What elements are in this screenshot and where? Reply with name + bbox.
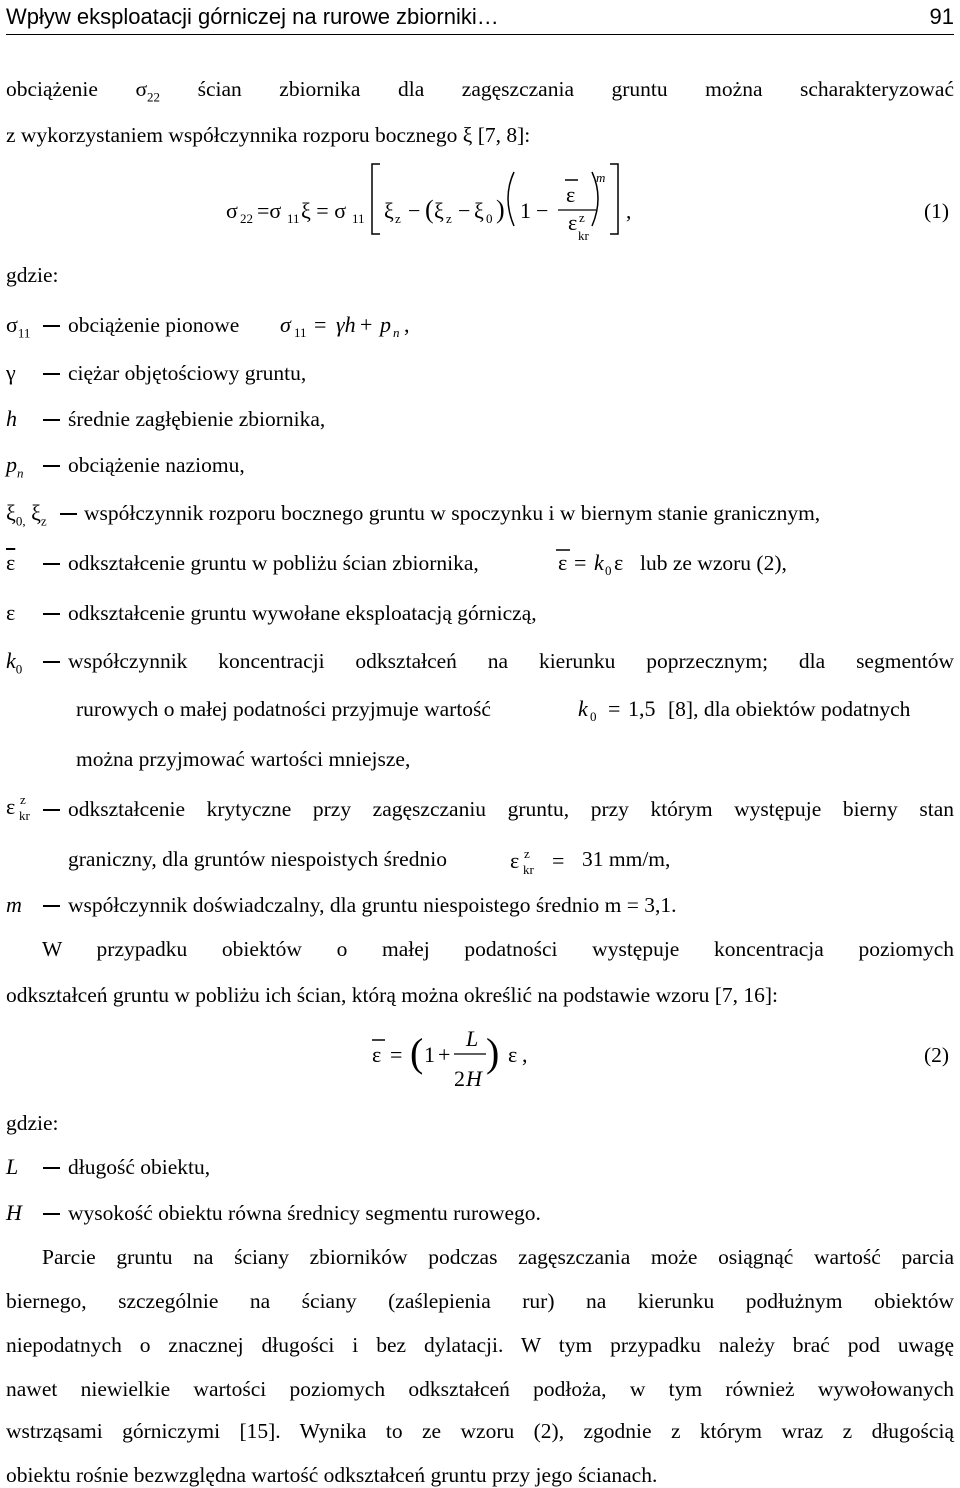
- L-symbol: L: [6, 1154, 19, 1179]
- svg-text:H: H: [466, 1066, 482, 1091]
- intro-line-2: z wykorzystaniem współczynnika rozporu bocznego ξ [7, 8]:: [6, 123, 531, 147]
- definition-dash: [43, 325, 60, 327]
- k0-definition-line-1: współczynnik koncentracji odkształceń na kierunku poprzecznym; dla segmentów: [68, 649, 954, 673]
- svg-text:p: p: [380, 312, 391, 337]
- svg-text:kr: kr: [523, 862, 534, 877]
- svg-text:z: z: [579, 210, 585, 225]
- epsilon-bar-tail: lub ze wzoru (2),: [640, 551, 787, 575]
- epsilon-kr-definition-line-2b: 31 mm/m,: [582, 847, 671, 871]
- svg-text:ε: ε: [372, 1042, 382, 1067]
- paragraph-2-line-1: Parcie gruntu na ściany zbiorników podczas zagęszczania może osiągnąć wartość parcia: [42, 1245, 954, 1269]
- svg-text:ε: ε: [508, 1042, 518, 1067]
- svg-text:γh: γh: [336, 312, 356, 337]
- epsilon-kr-definition-line-2a: graniczny, dla gruntów niespoistych średnio: [68, 847, 447, 871]
- definition-dash: [60, 513, 77, 515]
- svg-text:−: −: [408, 198, 421, 223]
- svg-text:=: =: [608, 696, 621, 721]
- equation-2-label: (2): [924, 1043, 950, 1067]
- svg-text:z: z: [446, 211, 452, 226]
- svg-text:+: +: [360, 312, 373, 337]
- definition-dash: [43, 563, 60, 565]
- equation-1: [220, 160, 640, 260]
- svg-text:=: =: [314, 312, 327, 337]
- paragraph-2-line-4: nawet niewielkie wartości poziomych odkształceń podłoża, w tym również wywołowanych: [6, 1377, 954, 1401]
- svg-text:m: m: [596, 170, 606, 185]
- k0-definition-line-3: można przyjmować wartości mniejsze,: [76, 747, 411, 771]
- svg-text:0: 0: [605, 563, 612, 578]
- svg-text:ξ: ξ: [474, 198, 484, 223]
- paragraph-2-line-2: biernego, szczególnie na ściany (zaślepienia rur) na kierunku podłużnym obiektów: [6, 1289, 954, 1313]
- svg-text:=σ: =σ: [257, 198, 282, 223]
- gamma-symbol: γ: [6, 360, 16, 385]
- L-definition: długość obiektu,: [68, 1155, 211, 1179]
- sigma11-definition: obciążenie pionowe: [68, 313, 240, 337]
- m-symbol: m: [6, 892, 22, 917]
- running-title: Wpływ eksploatacji górniczej na rurowe zbiorniki…: [6, 4, 499, 29]
- pn-definition: obciążenie naziomu,: [68, 453, 245, 477]
- svg-text:−: −: [536, 198, 549, 223]
- svg-text:σ: σ: [226, 198, 238, 223]
- gamma-definition: ciężar objętościowy gruntu,: [68, 361, 307, 385]
- svg-text:−: −: [458, 198, 471, 223]
- pn-symbol: $p_n$: [6, 452, 24, 481]
- svg-text:0: 0: [486, 211, 493, 226]
- intro-line-1: obciążenie $\sigma_{22}$ ścian zbiornika dla zagęszczania gruntu można scharakteryzować: [6, 77, 954, 105]
- svg-text:ε: ε: [558, 550, 568, 575]
- svg-text:11: 11: [287, 211, 300, 226]
- definition-dash: [43, 905, 60, 907]
- epsilon-bar-formula: [556, 540, 636, 580]
- svg-text:ε: ε: [566, 182, 576, 207]
- svg-text:z: z: [524, 846, 530, 861]
- h-definition: średnie zagłębienie zbiornika,: [68, 407, 326, 431]
- svg-text:11: 11: [352, 211, 365, 226]
- definition-dash: [43, 419, 60, 421]
- svg-text:k: k: [578, 696, 588, 721]
- svg-text:z: z: [20, 792, 26, 807]
- svg-text:kr: kr: [19, 808, 30, 823]
- svg-text:ε: ε: [6, 794, 16, 819]
- svg-text:n: n: [393, 325, 400, 340]
- epsilon-bar-definition: odkształcenie gruntu w pobliżu ścian zbiornika,: [68, 551, 479, 575]
- epsilon-kr-definition-line-1: odkształcenie krytyczne przy zagęszczaniu gruntu, przy którym występuje bierny stan: [68, 797, 954, 821]
- svg-text:ξ = σ: ξ = σ: [301, 198, 347, 223]
- epsilon-symbol: ε: [6, 600, 16, 625]
- svg-text:kr: kr: [578, 228, 589, 243]
- svg-text:0: 0: [590, 709, 597, 724]
- sigma22-symbol: $\sigma_{22}$: [135, 77, 161, 105]
- definition-dash: [43, 1213, 60, 1215]
- svg-text:): ): [496, 195, 505, 224]
- svg-text:=: =: [390, 1042, 403, 1067]
- definition-dash: [43, 373, 60, 375]
- equation-2: [368, 1018, 548, 1098]
- definition-dash: [43, 809, 60, 811]
- where-label-1: gdzie:: [6, 263, 59, 287]
- equation-1-label: (1): [924, 199, 950, 223]
- svg-text:1: 1: [520, 198, 531, 223]
- definition-dash: [43, 465, 60, 467]
- epsilon-kr-value-formula: [508, 838, 578, 878]
- sigma11-symbol: $\sigma_{11}$: [6, 312, 31, 341]
- svg-text:,: ,: [522, 1042, 528, 1067]
- svg-text:ε: ε: [510, 848, 520, 873]
- k0-definition-line-2b: [8], dla obiektów podatnych: [668, 697, 911, 721]
- running-header: [6, 0, 954, 35]
- svg-text:(: (: [425, 195, 434, 224]
- paragraph-2-line-5: wstrząsami górniczymi [15]. Wynika to ze wzoru (2), zgodnie z którym wraz z długością: [6, 1419, 954, 1443]
- svg-text:ξ: ξ: [384, 198, 394, 223]
- svg-text:L: L: [466, 1026, 479, 1051]
- svg-text:(: (: [410, 1030, 424, 1075]
- svg-text:z: z: [395, 211, 401, 226]
- paragraph-1-line-1: W przypadku obiektów o małej podatności występuje koncentracja poziomych: [42, 937, 954, 961]
- xi-definition: współczynnik rozporu bocznego gruntu w spoczynku i w biernym stanie granicznym,: [84, 501, 821, 525]
- definition-dash: [43, 661, 60, 663]
- svg-text:σ: σ: [280, 312, 291, 337]
- h-symbol: h: [6, 406, 17, 431]
- H-definition: wysokość obiektu równa średnicy segmentu rurowego.: [68, 1201, 541, 1225]
- svg-text:,: ,: [404, 312, 410, 337]
- paragraph-1-line-2: odkształceń gruntu w pobliżu ich ścian, którą można określić na podstawie wzoru [7, 16]:: [6, 983, 778, 1007]
- epsilon-definition: odkształcenie gruntu wywołane eksploatacją górniczą,: [68, 601, 537, 625]
- paragraph-2-line-3: niepodatnych o znacznej długości i bez dylatacji. W tym przypadku należy brać pod uwagę: [6, 1333, 954, 1357]
- svg-text:k: k: [594, 550, 604, 575]
- svg-text:2: 2: [454, 1066, 465, 1091]
- svg-text:=: =: [552, 848, 565, 873]
- page-number: 91: [929, 4, 954, 29]
- equation-1-comma: ,: [626, 199, 632, 223]
- m-definition: współczynnik doświadczalny, dla gruntu niespoistego średnio m = 3,1.: [68, 893, 677, 917]
- svg-text:): ): [486, 1030, 500, 1075]
- sigma11-formula: [280, 306, 440, 346]
- definition-dash: [43, 1167, 60, 1169]
- k0-symbol: $k_0$: [6, 648, 23, 677]
- svg-text:ε: ε: [614, 550, 624, 575]
- svg-text:ξ: ξ: [434, 198, 444, 223]
- k0-value-formula: [578, 688, 678, 728]
- definition-dash: [43, 613, 60, 615]
- svg-text:ε: ε: [568, 210, 578, 235]
- k0-definition-line-2a: rurowych o małej podatności przyjmuje wartość: [76, 697, 491, 721]
- svg-text:11: 11: [294, 325, 307, 340]
- paragraph-2-line-6: obiektu rośnie bezwzględna wartość odkształceń gruntu przy jego ścianach.: [6, 1463, 658, 1487]
- svg-text:1: 1: [424, 1042, 435, 1067]
- svg-text:1,5: 1,5: [628, 696, 656, 721]
- svg-text:+: +: [438, 1042, 451, 1067]
- svg-text:=: =: [574, 550, 587, 575]
- epsilon-bar-symbol: $\overline{\varepsilon}$: [6, 550, 16, 575]
- H-symbol: H: [6, 1200, 22, 1225]
- xi-symbols: $\xi_{0,}$ $\xi_z$: [6, 500, 47, 529]
- svg-text:22: 22: [240, 211, 253, 226]
- epsilon-kr-symbol: [4, 790, 44, 830]
- where-label-2: gdzie:: [6, 1111, 59, 1135]
